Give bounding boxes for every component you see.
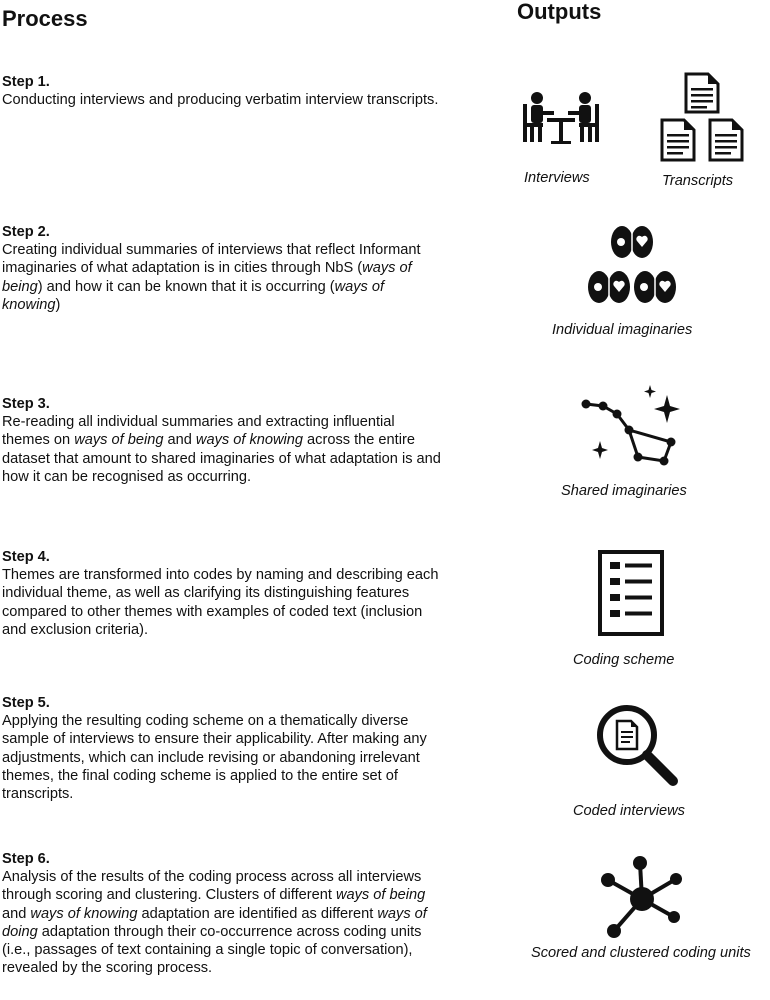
text-segment: ) xyxy=(55,296,61,313)
checklist-icon xyxy=(598,550,664,636)
step-description xyxy=(2,92,438,108)
step-title: Step 2. xyxy=(2,224,50,240)
network-hub-icon xyxy=(598,855,683,940)
output-caption-interviews: Interviews xyxy=(524,170,590,186)
step-description xyxy=(2,869,427,976)
step-2 xyxy=(2,223,442,314)
italic-term: ways of being xyxy=(74,432,164,449)
output-caption-transcripts: Transcripts xyxy=(662,173,734,189)
step-description xyxy=(2,242,421,313)
interview-table-icon xyxy=(520,90,602,146)
text-segment: adaptation are identified as different xyxy=(137,905,378,922)
output-caption-shared-imaginaries: Shared imaginaries xyxy=(561,483,687,499)
text-segment: Analysis of the results of the coding process across all interviews through scoring and clustering. Clusters of different xyxy=(2,869,422,904)
italic-term: ways of knowing xyxy=(195,432,303,449)
text-segment: and xyxy=(163,432,196,449)
outputs-heading: Outputs xyxy=(517,0,602,24)
step-title: Step 3. xyxy=(2,396,50,412)
italic-term: ways of knowing xyxy=(30,905,138,922)
step-description xyxy=(2,713,427,802)
process-heading: Process xyxy=(2,6,88,31)
constellation-icon xyxy=(578,385,683,470)
italic-term: ways of knowing xyxy=(2,278,385,313)
text-segment: Themes are transformed into codes by naming and describing each individual theme, as well as clarifying its distinguishing features compared to other themes with examples of coded text (inclusion and exclusion criteria). xyxy=(2,567,439,638)
text-segment: Re-reading all individual summaries and extracting influential themes on xyxy=(2,414,395,449)
text-segment: Applying the resulting coding scheme on a thematically diverse sample of interviews to ensure their applicability. After making any adjustments, which can include revising or abandoning irrelevant themes, the final coding scheme is applied to the entire set of transcripts. xyxy=(2,713,427,803)
output-caption-coded-interviews: Coded interviews xyxy=(573,803,685,819)
output-caption-scored-coding-units: Scored and clustered coding units xyxy=(531,945,751,961)
text-segment: across the entire dataset that amount to shared imaginaries of what adaptation is and how it can be recognised as occurring. xyxy=(2,432,441,485)
step-6 xyxy=(2,850,442,977)
output-caption-coding-scheme: Coding scheme xyxy=(573,652,675,668)
text-segment: Creating individual summaries of interviews that reflect Informant imaginaries of what adaptation is in cities through NbS ( xyxy=(2,242,421,277)
step-5 xyxy=(2,694,442,803)
italic-term: ways of being xyxy=(2,260,412,295)
transcript-document-icon xyxy=(658,70,748,165)
text-segment: and xyxy=(2,905,31,922)
step-title: Step 6. xyxy=(2,851,50,867)
magnifier-document-icon xyxy=(595,703,680,788)
text-segment: adaptation through their co-occurrence across coding units (i.e., passages of text containing a single topic of conversation), revealed by the scoring process. xyxy=(2,923,422,977)
step-title: Step 4. xyxy=(2,549,50,565)
output-caption-individual-imaginaries: Individual imaginaries xyxy=(552,322,693,338)
step-description xyxy=(2,414,441,485)
step-title: Step 5. xyxy=(2,695,50,711)
text-segment: ) and how it can be known that it is occurring ( xyxy=(37,278,335,295)
step-description xyxy=(2,567,438,638)
step-3 xyxy=(2,395,442,486)
italic-term: ways of being xyxy=(335,887,426,904)
step-1 xyxy=(2,73,442,109)
step-4 xyxy=(2,548,442,639)
text-segment: Conducting interviews and producing verbatim interview transcripts. xyxy=(2,92,439,109)
italic-term: ways of doing xyxy=(2,905,427,940)
step-title: Step 1. xyxy=(2,74,50,90)
brain-icon xyxy=(586,220,678,310)
